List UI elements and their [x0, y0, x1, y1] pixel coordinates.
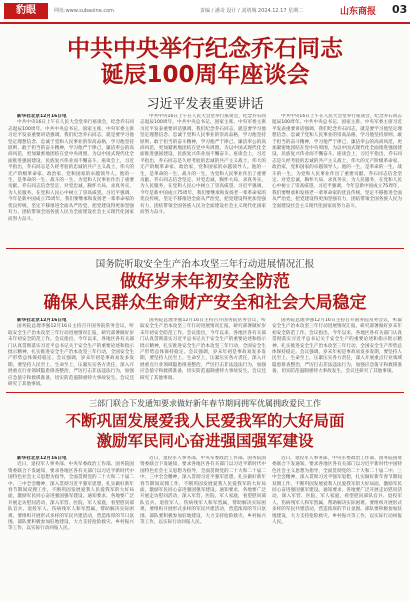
article1-body-cont: 中共中央16日上午在人民大会堂举行座谈会，纪念乔石同志诞辰100周年。中共中央总书记、国家主席、中央军委主席习近平发表重要讲话强调，我们纪念乔石同志，就是要学习他坚定理想信念、忠诚于党和人民事业的崇高品格，学习他坚持原则、敢于担当的奋斗精神，学习他严于律己、廉洁奉公的高尚风范，更加紧密地团结在党中央周围，为以中国式现代化全面推进强国建设、民族复兴伟业而不懈奋斗。座谈会上，习近平指出，乔石同志是久经考验的忠诚的共产主义战士，伟大的无产阶级革命家、政治家，党和国家的卓越领导人。他的一生，是革命的一生、战斗的一生，为党和人民事业作出了重要贡献。乔石同志信念坚定、对党忠诚，胸怀大局、求真务实，为人民服务，在党和人民心中树立了崇高威望。习近平强调，今年是新中国成立75周年，我们要继承和发扬老一辈革命家的优良传统，坚定不移推进全面从严治党，把党建设得更加坚强有力，团结带领全国各族人民为全面建设社会主义现代化国家而努力奋斗。	[140, 114, 266, 216]
article3-title-line2: 激励军民同心奋进强国强军建设	[96, 432, 314, 450]
article1-title-line2: 诞辰100周年座谈会	[100, 62, 310, 88]
section-logo: 豹眼	[4, 3, 48, 19]
article1-body: 中共中央16日上午在人民大会堂举行座谈会，纪念乔石同志诞辰100周年。中共中央总书记、国家主席、中央军委主席习近平发表重要讲话强调，我们纪念乔石同志，就是要学习他坚定理想信念、忠诚于党和人民事业的崇高品格，学习他坚持原则、敢于担当的奋斗精神，学习他严于律己、廉洁奉公的高尚风范，更加紧密地团结在党中央周围，为以中国式现代化全面推进强国建设、民族复兴伟业而不懈奋斗。座谈会上，习近平指出，乔石同志是久经考验的忠诚的共产主义战士，伟大的无产阶级革命家、政治家，党和国家的卓越领导人。他的一生，是革命的一生、战斗的一生，为党和人民事业作出了重要贡献。乔石同志信念坚定、对党忠诚，胸怀大局、求真务实，为人民服务，在党和人民心中树立了崇高威望。习近平强调，今年是新中国成立75周年，我们要继承和发扬老一辈革命家的优良传统，坚定不移推进全面从严治党，把党建设得更加坚强有力，团结带领全国各族人民为全面建设社会主义现代化国家而努力奋斗。	[8, 120, 134, 222]
article2-kicker: 国务院听取安全生产治本攻坚三年行动进展情况汇报	[95, 259, 315, 270]
section-divider-2	[6, 392, 404, 393]
article2-title-line1: 做好岁末年初安全防范	[120, 272, 290, 292]
article2-title-line2: 确保人民群众生命财产安全和社会大局稳定	[43, 293, 367, 313]
article3-body-cont2: 近日，退役军人事务部、中央军委政治工作部、国务院国资委联合下发通知，要求各地区各有关部门以习近平新时代中国特色社会主义思想为指导，全面贯彻党的二十大和二十届二中、三中全会精神，深入贯彻习近平强军思想，扎实做好新年春节期间双拥工作，不断巩固发展爱我人民爱我军的大好局面，激励军民同心奋进强国强军建设。通知要求，各地要广泛开展走访慰问活动，深入军营、医院、军人家庭，看望慰问部队官兵、退役军人、伤病残军人和军烈属，帮助解决实际困难。要组织开展形式多样的军民共建活动，营造浓厚的节日氛围。部队要积极参加驻地建设，大力支持抢险救灾、乡村振兴等工作，以实际行动回报人民。	[272, 456, 402, 526]
article2-body-cont2: 国务院总理李强12月16日主持召开国务院常务会议，听取安全生产治本攻坚三年行动进展情况汇报，研究部署做好岁末年初安全防范工作。会议指出，今年以来，各地区各有关部门认真贯彻落实习近平总书记关于安全生产的重要论述和指示批示精神，扎实推进安全生产治本攻坚三年行动，全国安全生产形势总体保持稳定。会议强调，岁末年初是事故易发多发期，要坚持人民至上、生命至上，压紧压实各方责任，深入开展重点行业领域隐患排查整治，严厉打击非法违法行为，加强应急值守和救援准备，切实防范遏制重特大事故发生。会议还研究了其他事项。	[272, 318, 402, 375]
article1-column-2	[140, 114, 266, 244]
editor-meta: 责编 / 潘奇 设计 / 刘靖城 2024.12.17 星期二	[200, 8, 304, 14]
newspaper-name: 山东商报	[340, 7, 377, 17]
article3-body: 近日，退役军人事务部、中央军委政治工作部、国务院国资委联合下发通知，要求各地区各有关部门以习近平新时代中国特色社会主义思想为指导，全面贯彻党的二十大和二十届二中、三中全会精神，深入贯彻习近平强军思想，扎实做好新年春节期间双拥工作，不断巩固发展爱我人民爱我军的大好局面，激励军民同心奋进强国强军建设。通知要求，各地要广泛开展走访慰问活动，深入军营、医院、军人家庭，看望慰问部队官兵、退役军人、伤病残军人和军烈属，帮助解决实际困难。要组织开展形式多样的军民共建活动，营造浓厚的节日氛围。部队要积极参加驻地建设，大力支持抢险救灾、乡村振兴等工作，以实际行动回报人民。	[8, 462, 134, 532]
article2-body: 国务院总理李强12月16日主持召开国务院常务会议，听取安全生产治本攻坚三年行动进展情况汇报，研究部署做好岁末年初安全防范工作。会议指出，今年以来，各地区各有关部门认真贯彻落实习近平总书记关于安全生产的重要论述和指示批示精神，扎实推进安全生产治本攻坚三年行动，全国安全生产形势总体保持稳定。会议强调，岁末年初是事故易发多发期，要坚持人民至上、生命至上，压紧压实各方责任，深入开展重点行业领域隐患排查整治，严厉打击非法违法行为，加强应急值守和救援准备，切实防范遏制重特大事故发生。会议还研究了其他事项。	[8, 324, 134, 388]
article3-column-1	[8, 456, 134, 598]
article3-dateline: 新华社北京12月16日电	[17, 456, 67, 461]
article1-column-3	[272, 114, 402, 244]
article3-column-2	[140, 456, 266, 598]
article3-column-3	[272, 456, 402, 598]
page-header	[0, 0, 410, 24]
article2-body-cont: 国务院总理李强12月16日主持召开国务院常务会议，听取安全生产治本攻坚三年行动进展情况汇报，研究部署做好岁末年初安全防范工作。会议指出，今年以来，各地区各有关部门认真贯彻落实习近平总书记关于安全生产的重要论述和指示批示精神，扎实推进安全生产治本攻坚三年行动，全国安全生产形势总体保持稳定。会议强调，岁末年初是事故易发多发期，要坚持人民至上、生命至上，压紧压实各方责任，深入开展重点行业领域隐患排查整治，严厉打击非法违法行为，加强应急值守和救援准备，切实防范遏制重特大事故发生。会议还研究了其他事项。	[140, 318, 266, 381]
site-url[interactable]: 网址:www.subaoine.com	[54, 8, 115, 14]
article1-column-1	[8, 114, 134, 244]
article1-body-cont2: 中共中央16日上午在人民大会堂举行座谈会，纪念乔石同志诞辰100周年。中共中央总书记、国家主席、中央军委主席习近平发表重要讲话强调，我们纪念乔石同志，就是要学习他坚定理想信念、忠诚于党和人民事业的崇高品格，学习他坚持原则、敢于担当的奋斗精神，学习他严于律己、廉洁奉公的高尚风范，更加紧密地团结在党中央周围，为以中国式现代化全面推进强国建设、民族复兴伟业而不懈奋斗。座谈会上，习近平指出，乔石同志是久经考验的忠诚的共产主义战士，伟大的无产阶级革命家、政治家，党和国家的卓越领导人。他的一生，是革命的一生、战斗的一生，为党和人民事业作出了重要贡献。乔石同志信念坚定、对党忠诚，胸怀大局、求真务实，为人民服务，在党和人民心中树立了崇高威望。习近平强调，今年是新中国成立75周年，我们要继承和发扬老一辈革命家的优良传统，坚定不移推进全面从严治党，把党建设得更加坚强有力，团结带领全国各族人民为全面建设社会主义现代化国家而努力奋斗。	[272, 114, 402, 209]
article1-subtitle: 习近平发表重要讲话	[146, 97, 264, 112]
article3-body-cont: 近日，退役军人事务部、中央军委政治工作部、国务院国资委联合下发通知，要求各地区各有关部门以习近平新时代中国特色社会主义思想为指导，全面贯彻党的二十大和二十届二中、三中全会精神，深入贯彻习近平强军思想，扎实做好新年春节期间双拥工作，不断巩固发展爱我人民爱我军的大好局面，激励军民同心奋进强国强军建设。通知要求，各地要广泛开展走访慰问活动，深入军营、医院、军人家庭，看望慰问部队官兵、退役军人、伤病残军人和军烈属，帮助解决实际困难。要组织开展形式多样的军民共建活动，营造浓厚的节日氛围。部队要积极参加驻地建设，大力支持抢险救灾、乡村振兴等工作，以实际行动回报人民。	[140, 456, 266, 526]
page-number: 03	[392, 3, 408, 16]
article3-title-line1: 不断巩固发展爱我人民爱我军的大好局面	[65, 412, 345, 430]
article2-dateline: 新华社北京12月16日电	[17, 318, 67, 323]
article1-title-line1: 中共中央举行纪念乔石同志	[67, 36, 343, 62]
section-divider	[6, 248, 404, 249]
article1-dateline: 新华社北京12月16日电	[17, 114, 67, 119]
article3-kicker: 三部门联合下发通知要求做好新年春节期间拥军优属拥政爱民工作	[89, 399, 321, 408]
